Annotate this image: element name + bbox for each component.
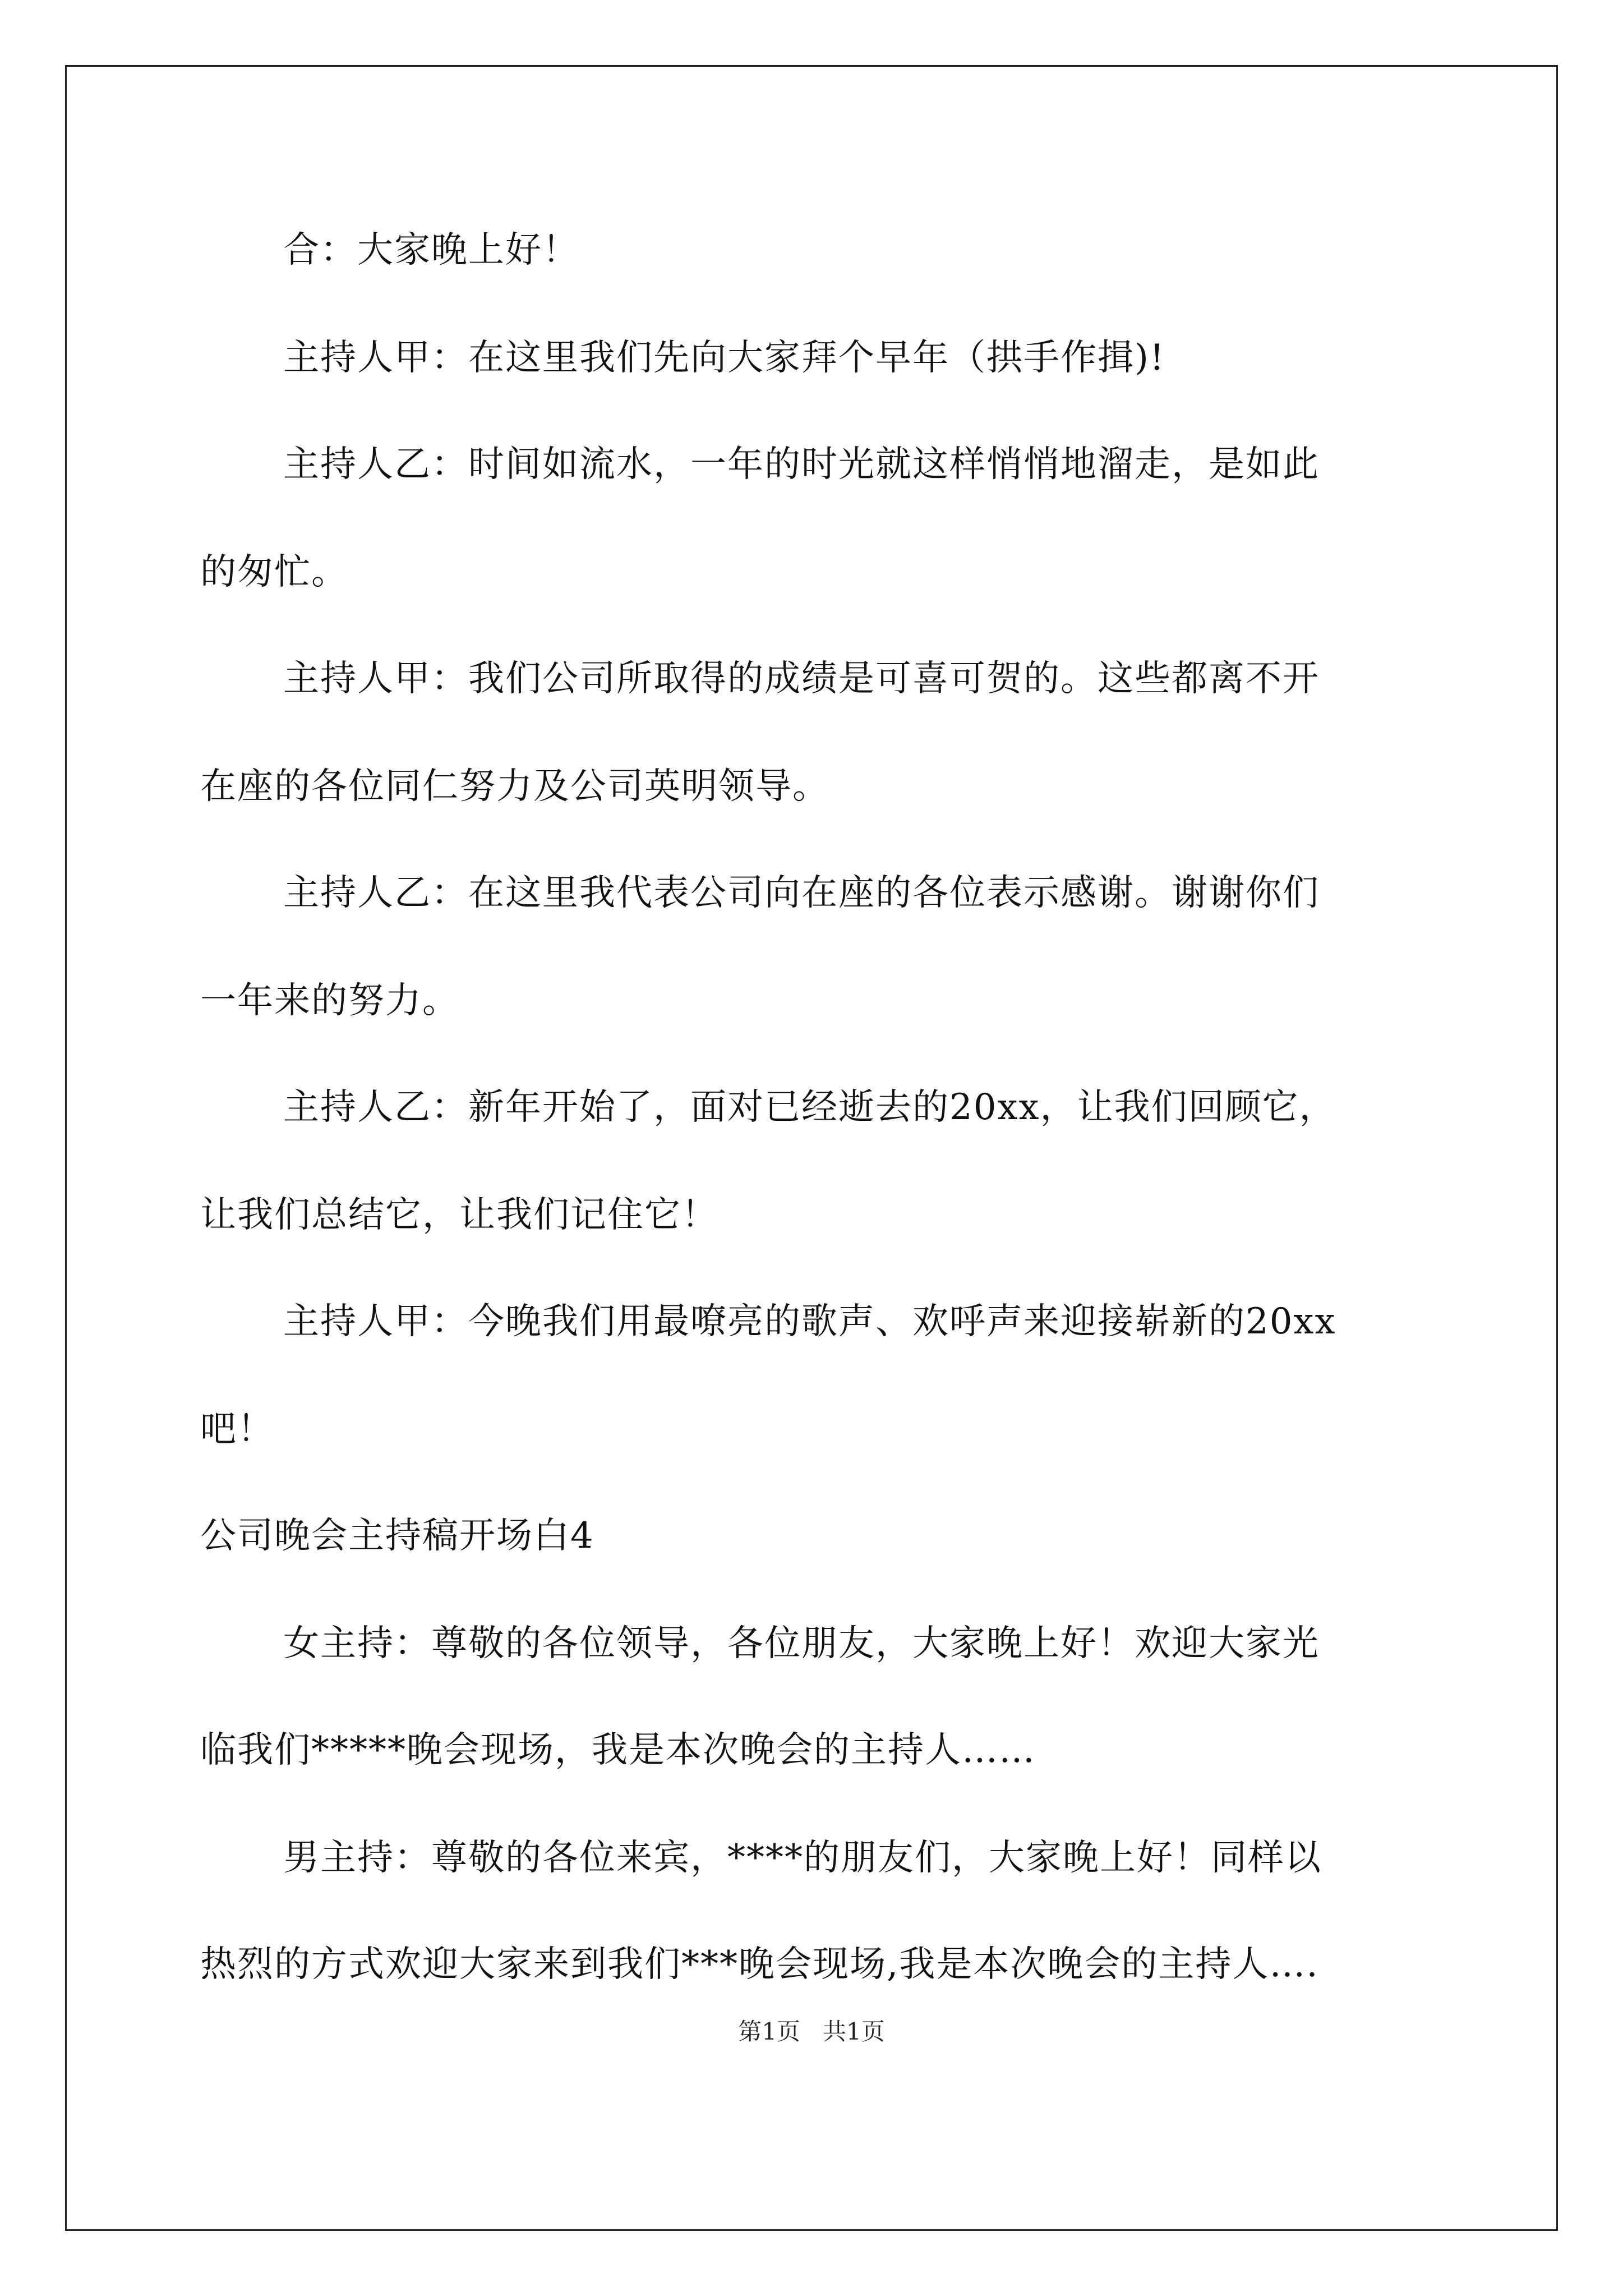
paragraph-line: 女主持：尊敬的各位领导，各位朋友，大家晚上好！欢迎大家光	[283, 1623, 1320, 1664]
paragraph-line: 临我们*****晚会现场，我是本次晚会的主持人……	[200, 1729, 1036, 1771]
section-heading: 公司晚会主持稿开场白4	[200, 1515, 594, 1557]
paragraph-line: 热烈的方式欢迎大家来到我们***晚会现场,我是本次晚会的主持人….	[200, 1944, 1319, 1985]
paragraph-line: 主持人甲：在这里我们先向大家拜个早年（拱手作揖)!	[283, 337, 1165, 379]
paragraph-line: 一年来的努力。	[200, 980, 459, 1022]
paragraph-line: 在座的各位同仁努力及公司英明领导。	[200, 766, 829, 807]
paragraph-line: 让我们总结它，让我们记住它！	[200, 1194, 718, 1236]
paragraph-line: 主持人乙：时间如流水，一年的时光就这样悄悄地溜走，是如此	[283, 444, 1320, 485]
paragraph-line: 合：大家晚上好！	[283, 229, 579, 271]
paragraph-line: 主持人甲：今晚我们用最嘹亮的歌声、欢呼声来迎接崭新的20xx	[283, 1301, 1336, 1342]
paragraph-line: 的匆忙。	[200, 551, 348, 593]
paragraph-line: 男主持：尊敬的各位来宾，****的朋友们，大家晚上好！同样以	[283, 1837, 1322, 1879]
paragraph-line: 主持人乙：新年开始了，面对已经逝去的20xx，让我们回顾它，	[283, 1087, 1336, 1128]
paragraph-line: 主持人乙：在这里我代表公司向在座的各位表示感谢。谢谢你们	[283, 872, 1320, 914]
paragraph-line: 吧！	[200, 1409, 274, 1450]
page-footer: 第1页 共1页	[738, 2018, 885, 2045]
paragraph-line: 主持人甲：我们公司所取得的成绩是可喜可贺的。这些都离不开	[283, 658, 1320, 700]
